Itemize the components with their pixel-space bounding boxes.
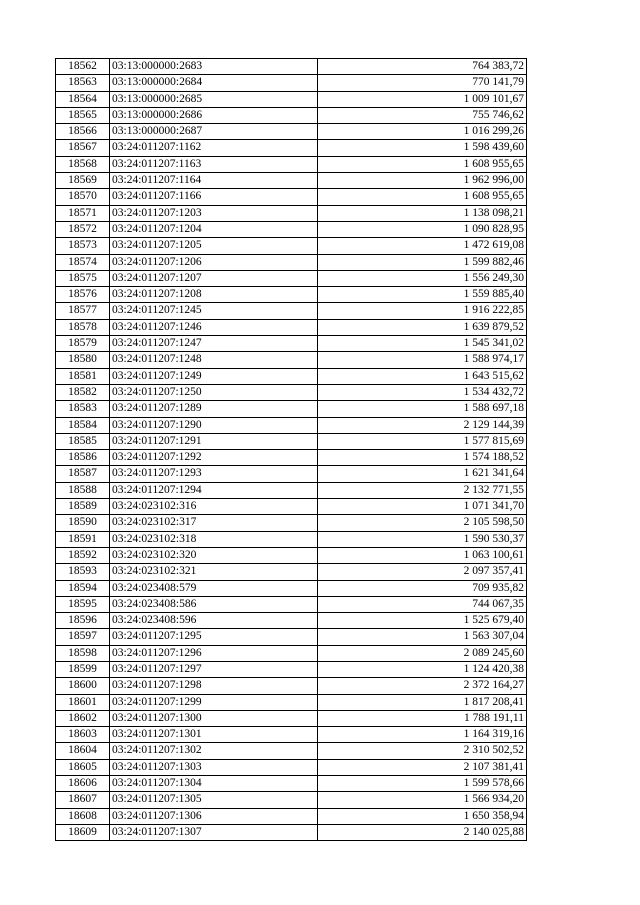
cadastral-number-cell: 03:24:011207:1299 bbox=[110, 694, 318, 710]
row-number-cell: 18580 bbox=[56, 352, 110, 368]
cadastral-number-cell: 03:24:011207:1245 bbox=[110, 303, 318, 319]
row-number-cell: 18571 bbox=[56, 205, 110, 221]
cadastral-value-cell: 2 129 144,39 bbox=[318, 417, 527, 433]
cadastral-value-cell: 2 140 025,88 bbox=[318, 824, 527, 840]
cadastral-value-cell: 2 105 598,50 bbox=[318, 515, 527, 531]
cadastral-number-cell: 03:24:023408:586 bbox=[110, 596, 318, 612]
cadastral-number-cell: 03:24:011207:1303 bbox=[110, 759, 318, 775]
row-number-cell: 18584 bbox=[56, 417, 110, 433]
cadastral-number-cell: 03:24:011207:1162 bbox=[110, 140, 318, 156]
table-row bbox=[56, 824, 527, 840]
row-number-cell: 18575 bbox=[56, 270, 110, 286]
cadastral-number-cell: 03:24:011207:1295 bbox=[110, 629, 318, 645]
table-row bbox=[56, 75, 527, 91]
cadastral-value-cell: 770 141,79 bbox=[318, 75, 527, 91]
table-row bbox=[56, 710, 527, 726]
row-number-cell: 18577 bbox=[56, 303, 110, 319]
cadastral-number-cell: 03:24:011207:1207 bbox=[110, 270, 318, 286]
cadastral-number-cell: 03:24:023102:317 bbox=[110, 515, 318, 531]
table-row bbox=[56, 727, 527, 743]
row-number-cell: 18592 bbox=[56, 547, 110, 563]
cadastral-value-cell: 1 138 098,21 bbox=[318, 205, 527, 221]
row-number-cell: 18582 bbox=[56, 384, 110, 400]
row-number-cell: 18563 bbox=[56, 75, 110, 91]
cadastral-number-cell: 03:24:011207:1246 bbox=[110, 319, 318, 335]
row-number-cell: 18595 bbox=[56, 596, 110, 612]
table-row bbox=[56, 140, 527, 156]
row-number-cell: 18569 bbox=[56, 173, 110, 189]
table-row bbox=[56, 156, 527, 172]
table-row bbox=[56, 759, 527, 775]
row-number-cell: 18576 bbox=[56, 287, 110, 303]
table-row bbox=[56, 482, 527, 498]
cadastral-number-cell: 03:24:011207:1291 bbox=[110, 433, 318, 449]
cadastral-value-cell: 1 577 815,69 bbox=[318, 433, 527, 449]
cadastral-value-cell: 1 588 697,18 bbox=[318, 401, 527, 417]
table-row bbox=[56, 743, 527, 759]
table-row bbox=[56, 661, 527, 677]
row-number-cell: 18601 bbox=[56, 694, 110, 710]
table-row bbox=[56, 336, 527, 352]
row-number-cell: 18598 bbox=[56, 645, 110, 661]
cadastral-number-cell: 03:24:011207:1296 bbox=[110, 645, 318, 661]
cadastral-number-cell: 03:24:011207:1166 bbox=[110, 189, 318, 205]
cadastral-value-cell: 744 067,35 bbox=[318, 596, 527, 612]
row-number-cell: 18562 bbox=[56, 59, 110, 75]
row-number-cell: 18564 bbox=[56, 91, 110, 107]
table-row bbox=[56, 808, 527, 824]
row-number-cell: 18578 bbox=[56, 319, 110, 335]
table-row bbox=[56, 59, 527, 75]
cadastral-value-cell: 764 383,72 bbox=[318, 59, 527, 75]
cadastral-value-cell: 2 089 245,60 bbox=[318, 645, 527, 661]
table-row bbox=[56, 107, 527, 123]
cadastral-value-cell: 1 788 191,11 bbox=[318, 710, 527, 726]
table-row bbox=[56, 221, 527, 237]
row-number-cell: 18567 bbox=[56, 140, 110, 156]
table-row bbox=[56, 629, 527, 645]
row-number-cell: 18585 bbox=[56, 433, 110, 449]
table-row bbox=[56, 401, 527, 417]
cadastral-value-cell: 1 556 249,30 bbox=[318, 270, 527, 286]
cadastral-value-table bbox=[55, 58, 527, 841]
table-row bbox=[56, 776, 527, 792]
cadastral-number-cell: 03:24:023102:321 bbox=[110, 564, 318, 580]
cadastral-number-cell: 03:24:011207:1292 bbox=[110, 450, 318, 466]
table-row bbox=[56, 499, 527, 515]
table-row bbox=[56, 205, 527, 221]
cadastral-value-cell: 1 621 341,64 bbox=[318, 466, 527, 482]
cadastral-number-cell: 03:24:023408:596 bbox=[110, 613, 318, 629]
cadastral-number-cell: 03:24:011207:1250 bbox=[110, 384, 318, 400]
cadastral-number-cell: 03:24:023102:320 bbox=[110, 547, 318, 563]
table-row bbox=[56, 515, 527, 531]
cadastral-number-cell: 03:24:011207:1249 bbox=[110, 368, 318, 384]
table-row bbox=[56, 433, 527, 449]
cadastral-number-cell: 03:24:011207:1208 bbox=[110, 287, 318, 303]
row-number-cell: 18593 bbox=[56, 564, 110, 580]
table-body bbox=[56, 59, 527, 841]
table-row bbox=[56, 613, 527, 629]
cadastral-value-cell: 1 559 885,40 bbox=[318, 287, 527, 303]
cadastral-value-cell: 1 817 208,41 bbox=[318, 694, 527, 710]
table-row bbox=[56, 596, 527, 612]
cadastral-value-cell: 2 107 381,41 bbox=[318, 759, 527, 775]
row-number-cell: 18603 bbox=[56, 727, 110, 743]
cadastral-number-cell: 03:24:011207:1304 bbox=[110, 776, 318, 792]
cadastral-value-cell: 1 124 420,38 bbox=[318, 661, 527, 677]
cadastral-number-cell: 03:24:011207:1293 bbox=[110, 466, 318, 482]
cadastral-value-cell: 1 590 530,37 bbox=[318, 531, 527, 547]
table-row bbox=[56, 352, 527, 368]
cadastral-value-cell: 1 545 341,02 bbox=[318, 336, 527, 352]
table-row bbox=[56, 173, 527, 189]
row-number-cell: 18600 bbox=[56, 678, 110, 694]
cadastral-value-cell: 1 574 188,52 bbox=[318, 450, 527, 466]
row-number-cell: 18604 bbox=[56, 743, 110, 759]
row-number-cell: 18590 bbox=[56, 515, 110, 531]
cadastral-number-cell: 03:24:011207:1298 bbox=[110, 678, 318, 694]
cadastral-number-cell: 03:24:011207:1205 bbox=[110, 238, 318, 254]
table-row bbox=[56, 384, 527, 400]
cadastral-number-cell: 03:24:011207:1306 bbox=[110, 808, 318, 824]
cadastral-number-cell: 03:13:000000:2686 bbox=[110, 107, 318, 123]
cadastral-value-cell: 2 310 502,52 bbox=[318, 743, 527, 759]
row-number-cell: 18596 bbox=[56, 613, 110, 629]
cadastral-number-cell: 03:24:011207:1204 bbox=[110, 221, 318, 237]
row-number-cell: 18583 bbox=[56, 401, 110, 417]
row-number-cell: 18588 bbox=[56, 482, 110, 498]
cadastral-value-cell: 1 063 100,61 bbox=[318, 547, 527, 563]
cadastral-value-cell: 2 132 771,55 bbox=[318, 482, 527, 498]
table-row bbox=[56, 580, 527, 596]
cadastral-number-cell: 03:24:011207:1294 bbox=[110, 482, 318, 498]
cadastral-number-cell: 03:13:000000:2683 bbox=[110, 59, 318, 75]
cadastral-number-cell: 03:13:000000:2685 bbox=[110, 91, 318, 107]
cadastral-value-cell: 1 962 996,00 bbox=[318, 173, 527, 189]
cadastral-value-cell: 755 746,62 bbox=[318, 107, 527, 123]
cadastral-number-cell: 03:24:011207:1307 bbox=[110, 824, 318, 840]
table-row bbox=[56, 238, 527, 254]
row-number-cell: 18597 bbox=[56, 629, 110, 645]
cadastral-value-cell: 1 916 222,85 bbox=[318, 303, 527, 319]
cadastral-value-cell: 1 599 882,46 bbox=[318, 254, 527, 270]
cadastral-number-cell: 03:24:011207:1203 bbox=[110, 205, 318, 221]
cadastral-value-cell: 1 472 619,08 bbox=[318, 238, 527, 254]
row-number-cell: 18566 bbox=[56, 124, 110, 140]
table-row bbox=[56, 91, 527, 107]
cadastral-value-cell: 1 608 955,65 bbox=[318, 156, 527, 172]
cadastral-value-cell: 2 372 164,27 bbox=[318, 678, 527, 694]
cadastral-value-cell: 2 097 357,41 bbox=[318, 564, 527, 580]
cadastral-number-cell: 03:24:011207:1247 bbox=[110, 336, 318, 352]
cadastral-value-cell: 709 935,82 bbox=[318, 580, 527, 596]
table-row bbox=[56, 124, 527, 140]
row-number-cell: 18608 bbox=[56, 808, 110, 824]
cadastral-value-cell: 1 650 358,94 bbox=[318, 808, 527, 824]
cadastral-number-cell: 03:24:011207:1305 bbox=[110, 792, 318, 808]
row-number-cell: 18581 bbox=[56, 368, 110, 384]
cadastral-value-cell: 1 639 879,52 bbox=[318, 319, 527, 335]
cadastral-value-cell: 1 598 439,60 bbox=[318, 140, 527, 156]
table-row bbox=[56, 547, 527, 563]
row-number-cell: 18579 bbox=[56, 336, 110, 352]
table-row bbox=[56, 531, 527, 547]
cadastral-number-cell: 03:24:011207:1163 bbox=[110, 156, 318, 172]
cadastral-number-cell: 03:24:011207:1290 bbox=[110, 417, 318, 433]
row-number-cell: 18591 bbox=[56, 531, 110, 547]
row-number-cell: 18609 bbox=[56, 824, 110, 840]
table-row bbox=[56, 466, 527, 482]
cadastral-value-cell: 1 525 679,40 bbox=[318, 613, 527, 629]
cadastral-value-cell: 1 643 515,62 bbox=[318, 368, 527, 384]
table-row bbox=[56, 450, 527, 466]
cadastral-number-cell: 03:24:023102:316 bbox=[110, 499, 318, 515]
table-row bbox=[56, 189, 527, 205]
cadastral-value-cell: 1 071 341,70 bbox=[318, 499, 527, 515]
table-row bbox=[56, 368, 527, 384]
cadastral-value-cell: 1 534 432,72 bbox=[318, 384, 527, 400]
cadastral-value-cell: 1 608 955,65 bbox=[318, 189, 527, 205]
row-number-cell: 18599 bbox=[56, 661, 110, 677]
table-row bbox=[56, 303, 527, 319]
cadastral-value-cell: 1 164 319,16 bbox=[318, 727, 527, 743]
table-row bbox=[56, 287, 527, 303]
cadastral-value-cell: 1 566 934,20 bbox=[318, 792, 527, 808]
table-row bbox=[56, 319, 527, 335]
cadastral-number-cell: 03:13:000000:2687 bbox=[110, 124, 318, 140]
row-number-cell: 18572 bbox=[56, 221, 110, 237]
row-number-cell: 18586 bbox=[56, 450, 110, 466]
cadastral-value-cell: 1 563 307,04 bbox=[318, 629, 527, 645]
cadastral-value-cell: 1 009 101,67 bbox=[318, 91, 527, 107]
cadastral-number-cell: 03:24:011207:1297 bbox=[110, 661, 318, 677]
cadastral-number-cell: 03:24:011207:1206 bbox=[110, 254, 318, 270]
cadastral-number-cell: 03:13:000000:2684 bbox=[110, 75, 318, 91]
row-number-cell: 18574 bbox=[56, 254, 110, 270]
cadastral-number-cell: 03:24:011207:1300 bbox=[110, 710, 318, 726]
row-number-cell: 18607 bbox=[56, 792, 110, 808]
table-row bbox=[56, 564, 527, 580]
row-number-cell: 18602 bbox=[56, 710, 110, 726]
cadastral-number-cell: 03:24:011207:1302 bbox=[110, 743, 318, 759]
row-number-cell: 18587 bbox=[56, 466, 110, 482]
cadastral-value-cell: 1 016 299,26 bbox=[318, 124, 527, 140]
table-row bbox=[56, 270, 527, 286]
row-number-cell: 18589 bbox=[56, 499, 110, 515]
table-row bbox=[56, 417, 527, 433]
cadastral-number-cell: 03:24:023102:318 bbox=[110, 531, 318, 547]
cadastral-number-cell: 03:24:023408:579 bbox=[110, 580, 318, 596]
cadastral-value-cell: 1 599 578,66 bbox=[318, 776, 527, 792]
row-number-cell: 18594 bbox=[56, 580, 110, 596]
row-number-cell: 18573 bbox=[56, 238, 110, 254]
table-row bbox=[56, 678, 527, 694]
cadastral-number-cell: 03:24:011207:1248 bbox=[110, 352, 318, 368]
row-number-cell: 18605 bbox=[56, 759, 110, 775]
table-row bbox=[56, 254, 527, 270]
row-number-cell: 18568 bbox=[56, 156, 110, 172]
cadastral-value-cell: 1 090 828,95 bbox=[318, 221, 527, 237]
cadastral-value-cell: 1 588 974,17 bbox=[318, 352, 527, 368]
cadastral-number-cell: 03:24:011207:1289 bbox=[110, 401, 318, 417]
cadastral-number-cell: 03:24:011207:1164 bbox=[110, 173, 318, 189]
row-number-cell: 18565 bbox=[56, 107, 110, 123]
row-number-cell: 18606 bbox=[56, 776, 110, 792]
cadastral-number-cell: 03:24:011207:1301 bbox=[110, 727, 318, 743]
table-row bbox=[56, 645, 527, 661]
table-row bbox=[56, 792, 527, 808]
table-row bbox=[56, 694, 527, 710]
row-number-cell: 18570 bbox=[56, 189, 110, 205]
